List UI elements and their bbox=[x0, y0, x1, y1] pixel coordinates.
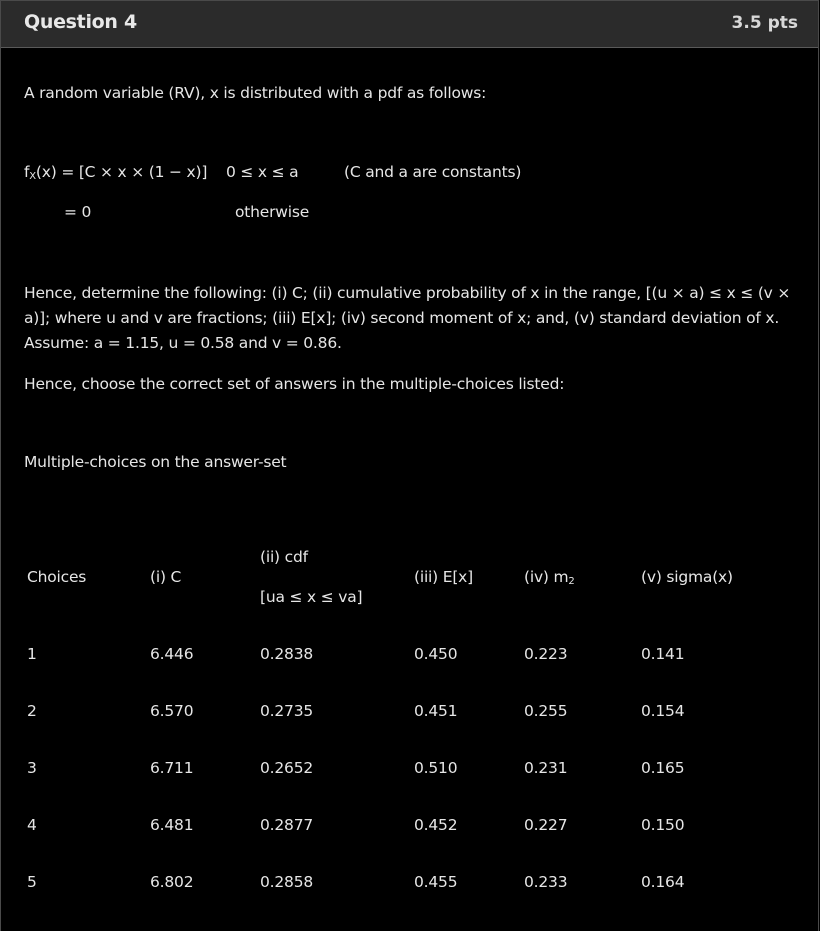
cell-cdf: 0.2838 bbox=[260, 645, 314, 663]
choices-heading: Multiple-choices on the answer-set bbox=[24, 453, 287, 471]
cell-m2: 0.227 bbox=[524, 816, 568, 834]
cell-ex: 0.510 bbox=[414, 759, 458, 777]
cell-sigma: 0.165 bbox=[641, 759, 685, 777]
assume-text: Assume: a = 1.15, u = 0.58 and v = 0.86. bbox=[24, 334, 342, 352]
cell-choice: 2 bbox=[27, 702, 37, 720]
intro-text: A random variable (RV), x is distributed with a pdf as follows: bbox=[24, 84, 487, 102]
header-c: (i) C bbox=[150, 568, 182, 586]
cell-c: 6.711 bbox=[150, 759, 194, 777]
cell-c: 6.802 bbox=[150, 873, 194, 891]
pdf-subscript: X bbox=[29, 171, 36, 182]
cell-ex: 0.451 bbox=[414, 702, 458, 720]
cell-cdf: 0.2652 bbox=[260, 759, 314, 777]
cell-cdf: 0.2877 bbox=[260, 816, 314, 834]
header-m2-subscript: 2 bbox=[568, 576, 575, 587]
cell-cdf: 0.2858 bbox=[260, 873, 314, 891]
pdf-otherwise: otherwise bbox=[235, 203, 310, 221]
instruction-text: Hence, choose the correct set of answers in the multiple-choices listed: bbox=[24, 375, 565, 393]
pdf-range: 0 ≤ x ≤ a bbox=[226, 163, 299, 181]
cell-c: 6.570 bbox=[150, 702, 194, 720]
header-ex: (iii) E[x] bbox=[414, 568, 474, 586]
pdf-expression: (x) = [C × x × (1 − x)] bbox=[35, 163, 208, 181]
task-text: Hence, determine the following: (i) C; (ii) cumulative probability of x in the range, [(u × a) ≤ x ≤ (v × a)]; where u and v are fractions; (iii) E[x]; (iv) second moment of x; and, (v) standard deviation of x. bbox=[24, 284, 791, 327]
header-sigma: (v) sigma(x) bbox=[641, 568, 733, 586]
cell-m2: 0.255 bbox=[524, 702, 568, 720]
question-points: 3.5 pts bbox=[731, 13, 798, 33]
cell-m2: 0.223 bbox=[524, 645, 568, 663]
cell-c: 6.481 bbox=[150, 816, 194, 834]
pdf-note: (C and a are constants) bbox=[344, 163, 522, 181]
cell-choice: 3 bbox=[27, 759, 37, 777]
header-choices: Choices bbox=[27, 568, 87, 586]
pdf-definition bbox=[24, 163, 207, 182]
cell-ex: 0.450 bbox=[414, 645, 458, 663]
cell-m2: 0.231 bbox=[524, 759, 568, 777]
cell-choice: 4 bbox=[27, 816, 37, 834]
cell-sigma: 0.154 bbox=[641, 702, 685, 720]
header-m2-text: (iv) m bbox=[524, 568, 569, 586]
cell-sigma: 0.164 bbox=[641, 873, 685, 891]
cell-choice: 5 bbox=[27, 873, 37, 891]
cell-sigma: 0.141 bbox=[641, 645, 685, 663]
cell-ex: 0.452 bbox=[414, 816, 458, 834]
header-cdf-line2: [ua ≤ x ≤ va] bbox=[260, 588, 363, 606]
cell-sigma: 0.150 bbox=[641, 816, 685, 834]
pdf-zero: = 0 bbox=[64, 203, 92, 221]
cell-c: 6.446 bbox=[150, 645, 194, 663]
cell-choice: 1 bbox=[27, 645, 37, 663]
cell-m2: 0.233 bbox=[524, 873, 568, 891]
pdf-f: f bbox=[24, 163, 30, 181]
cell-cdf: 0.2735 bbox=[260, 702, 314, 720]
question-title: Question 4 bbox=[24, 11, 137, 33]
question-header bbox=[1, 0, 818, 48]
header-cdf-line1: (ii) cdf bbox=[260, 548, 308, 566]
header-m2 bbox=[524, 568, 575, 587]
cell-ex: 0.455 bbox=[414, 873, 458, 891]
